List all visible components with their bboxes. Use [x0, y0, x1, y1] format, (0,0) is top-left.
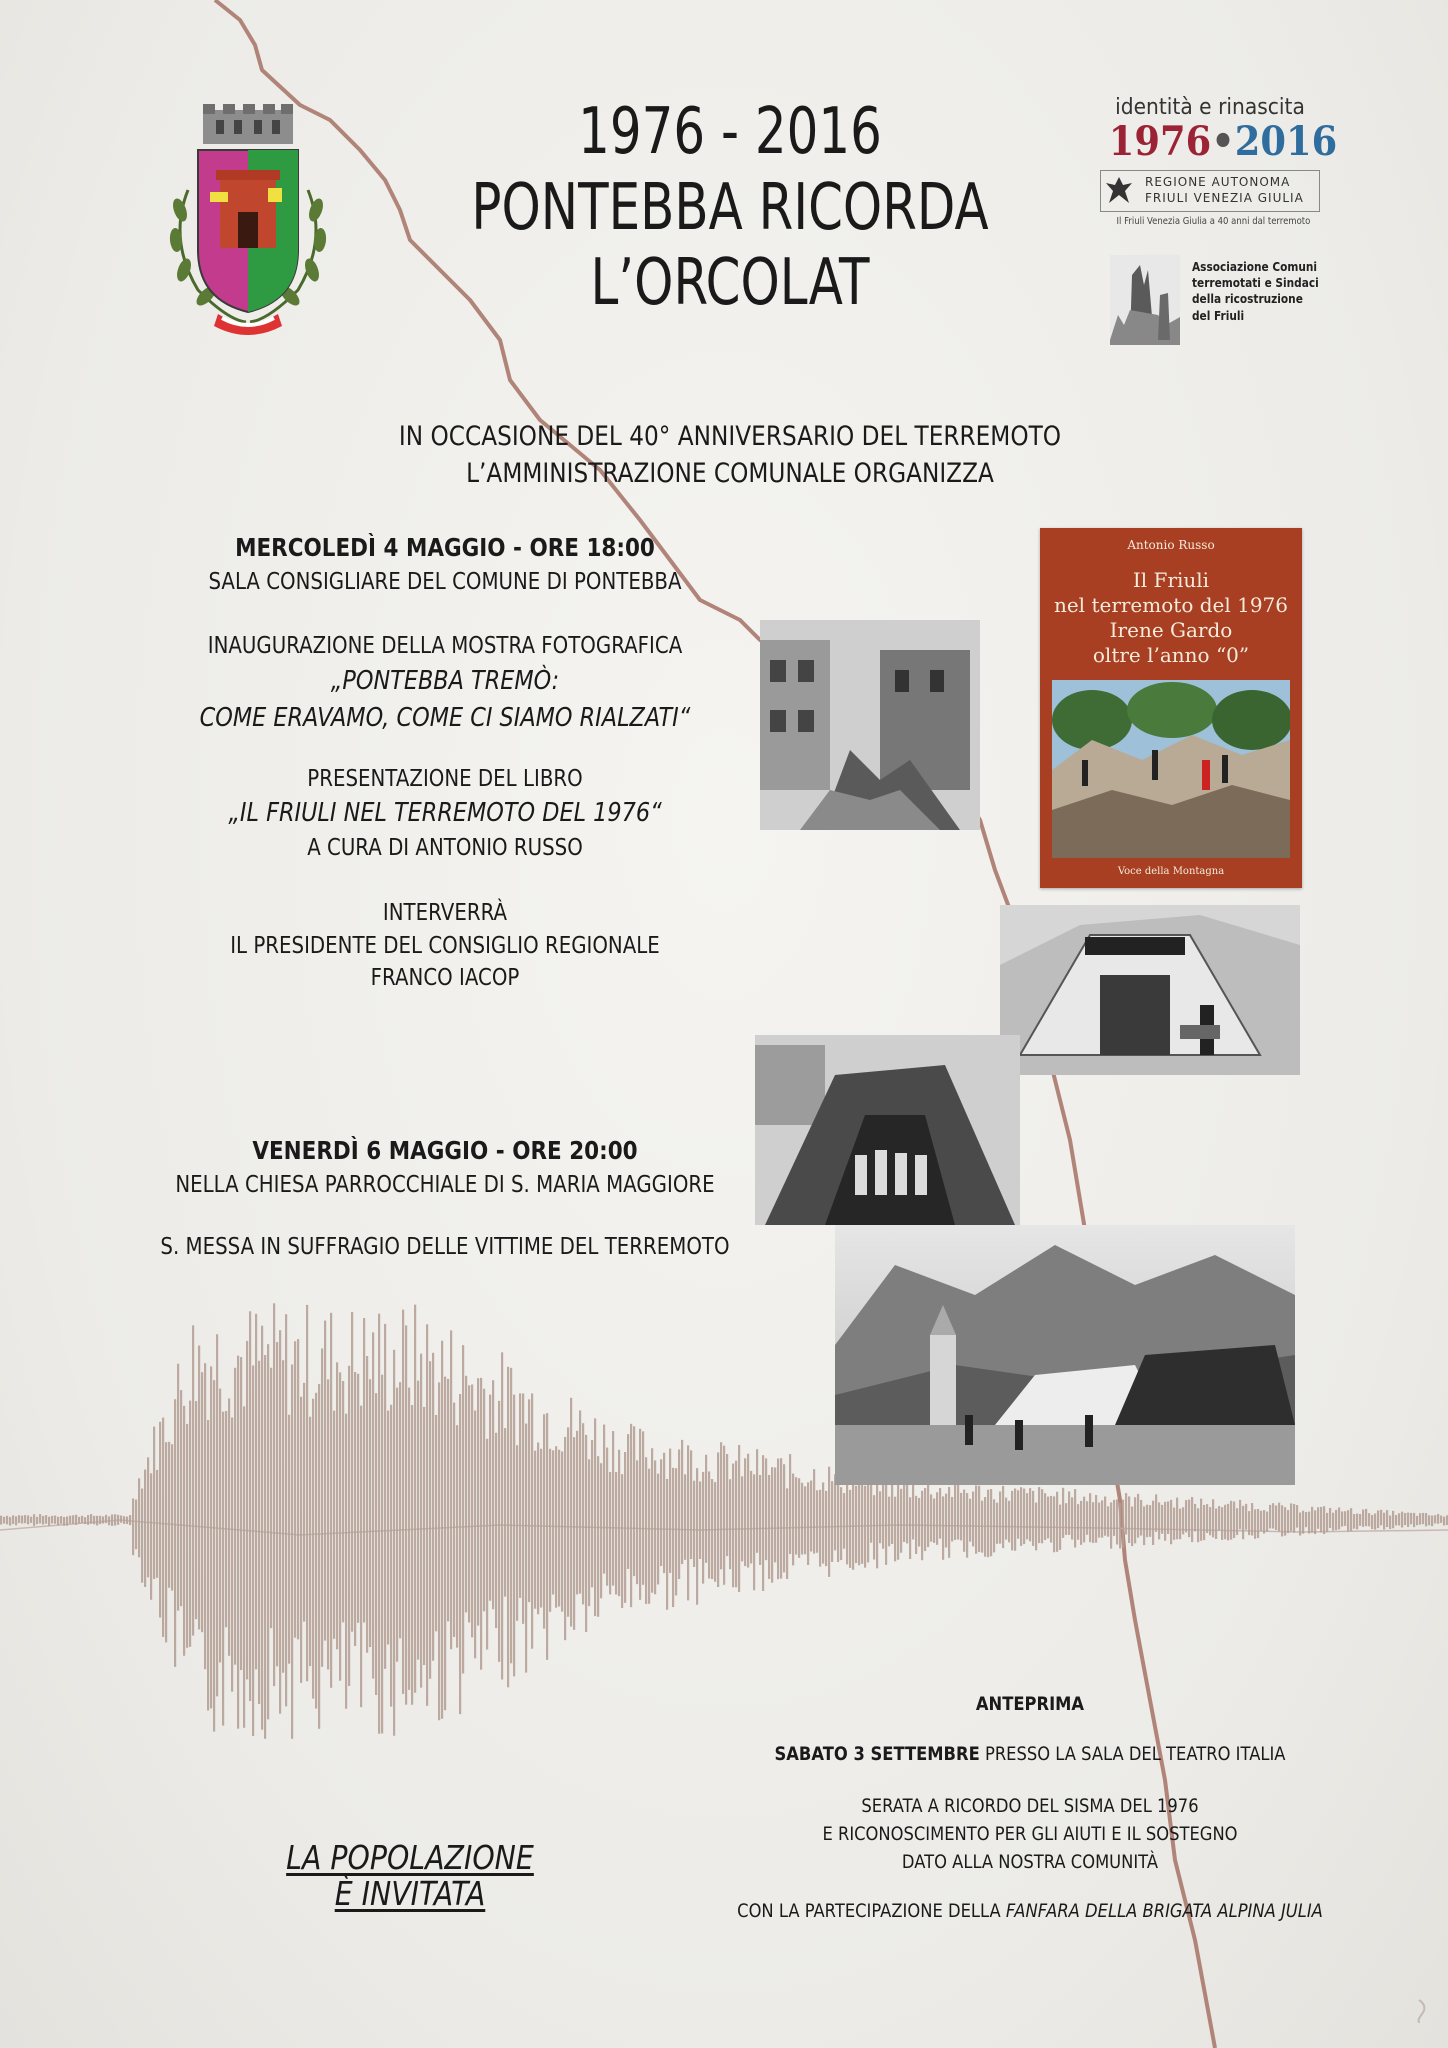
logo-year-end: 2016 [1234, 118, 1338, 165]
event1-date: MERCOLEDÌ 4 MAGGIO - ORE 18:00 [235, 533, 655, 562]
event2-date: VENERDÌ 6 MAGGIO - ORE 20:00 [252, 1136, 638, 1165]
logo-year-start: 1976 [1108, 118, 1212, 165]
assoc-line3: della ricostruzione [1192, 292, 1303, 307]
exhibit-title-2: COME ERAVAMO, COME CI SIAMO RIALZATI“ [199, 702, 691, 733]
intro-line2: L’AMMINISTRAZIONE COMUNALE ORGANIZZA [466, 458, 994, 490]
speaker-name: FRANCO IACOP [370, 965, 520, 992]
event2-place: NELLA CHIESA PARROCCHIALE DI S. MARIA MAGGIORE [175, 1171, 715, 1198]
preview-desc1: SERATA A RICORDO DEL SISMA DEL 1976 [861, 1795, 1199, 1818]
logo-tagline: identità e rinascita [1115, 95, 1305, 120]
intro-text [340, 418, 1120, 493]
book-cover-title4: oltre l’anno “0” [1092, 643, 1250, 667]
book-title: „IL FRIULI NEL TERREMOTO DEL 1976“ [228, 798, 662, 829]
title-years: 1976 - 2016 [578, 95, 882, 169]
exhibit-title-1: „PONTEBBA TREMÒ: [330, 665, 560, 696]
preview-heading: ANTEPRIMA [975, 1693, 1085, 1715]
logo-40-anniversary [1100, 95, 1338, 227]
exhibit-label: INAUGURAZIONE DELLA MOSTRA FOTOGRAFICA [207, 633, 683, 660]
assoc-line2: terremotati e Sindaci [1192, 276, 1319, 291]
eagle-icon [1105, 175, 1133, 207]
title-line3: L’ORCOLAT [590, 246, 870, 321]
invite-line2: È INVITATA [334, 1874, 486, 1914]
invite-line1: LA POPOLAZIONE [286, 1838, 534, 1877]
photo-church-valley [835, 1225, 1295, 1485]
book-cover-title1: Il Friuli [1132, 568, 1210, 592]
photo-carabinieri-tent [1000, 905, 1300, 1075]
assoc-line4: del Friuli [1192, 308, 1245, 323]
association-logo [1110, 255, 1320, 345]
preview-desc3: DATO ALLA NOSTRA COMUNITÀ [901, 1851, 1159, 1874]
speaker-role: IL PRESIDENTE DEL CONSIGLIO REGIONALE [230, 932, 660, 959]
book-cover [1040, 528, 1302, 888]
intro-line1: IN OCCASIONE DEL 40° ANNIVERSARIO DEL TERREMOTO [398, 421, 1062, 452]
region-box [1100, 170, 1320, 212]
assoc-line1: Associazione Comuni [1192, 260, 1318, 274]
book-cover-photo [1052, 680, 1290, 858]
book-cover-title3: Irene Gardo [1109, 618, 1233, 642]
region-line1: REGIONE AUTONOMA [1145, 175, 1291, 189]
photo-tent-group [755, 1035, 1020, 1225]
preview-participation: CON LA PARTECIPAZIONE DELLA [737, 1899, 1006, 1922]
preview-band: FANFARA DELLA BRIGATA ALPINA JULIA [1005, 1899, 1323, 1922]
photo-collapsed-building [760, 620, 980, 830]
logo-dot: • [1211, 118, 1235, 165]
preview-section [680, 1690, 1380, 1925]
event1 [150, 530, 740, 995]
book-cover-publisher: Voce della Montagna [1117, 866, 1225, 877]
preview-date: SABATO 3 SETTEMBRE [774, 1743, 980, 1766]
preview-desc2: E RICONOSCIMENTO PER GLI AIUTI E IL SOSTEGNO [822, 1823, 1238, 1846]
corner-mark-icon [1408, 1998, 1430, 2024]
book-cover-title2: nel terremoto del 1976 [1053, 593, 1289, 617]
mass-text: S. MESSA IN SUFFRAGIO DELLE VITTIME DEL TERREMOTO [160, 1234, 730, 1261]
region-line2: FRIULI VENEZIA GIULIA [1145, 190, 1304, 205]
event1-place: SALA CONSIGLIARE DEL COMUNE DI PONTEBBA [208, 568, 682, 595]
ruins-icon [1110, 255, 1180, 345]
invite [240, 1840, 580, 1913]
book-author: A CURA DI ANTONIO RUSSO [307, 835, 583, 862]
poster-title [300, 95, 1160, 322]
title-line2: PONTEBBA RICORDA [471, 170, 989, 245]
event2 [110, 1133, 780, 1264]
book-cover-author: Antonio Russo [1127, 538, 1215, 552]
book-label: PRESENTAZIONE DEL LIBRO [307, 765, 583, 792]
preview-place: PRESSO LA SALA DEL TEATRO ITALIA [979, 1743, 1286, 1766]
speaker-label: INTERVERRÀ [382, 899, 508, 926]
logo-subtitle: Il Friuli Venezia Giulia a 40 anni dal terremoto [1116, 216, 1311, 227]
